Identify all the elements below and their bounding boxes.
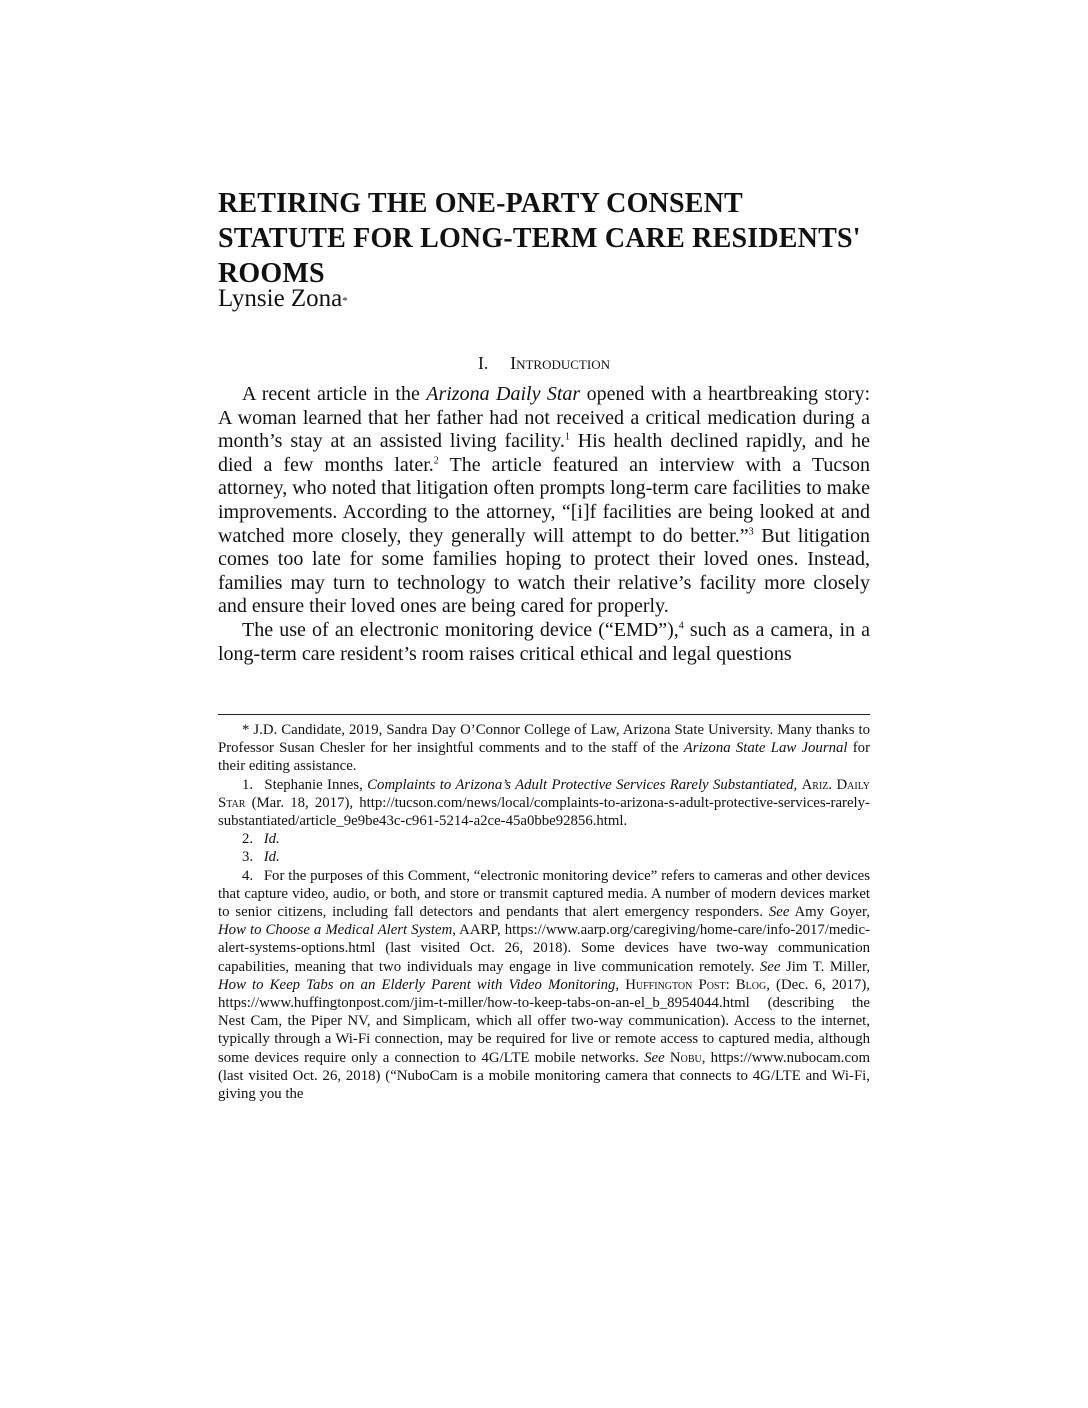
footnote-star [218, 721, 870, 776]
p1-text-3: His health declined rapidly, and he died a few months later. [218, 430, 871, 476]
section-heading [218, 352, 870, 374]
footnote-number: 3. [242, 849, 254, 866]
fn1-text-2: , [793, 776, 802, 793]
paragraph-2 [218, 619, 870, 666]
footnote-number: 2. [242, 831, 254, 848]
section-title: Introduction [510, 353, 610, 373]
fn4-text-4: Jim T. Miller, [780, 958, 870, 975]
footnote-number: 4. [242, 867, 254, 884]
footnote-ref-2[interactable]: 2 [433, 455, 439, 467]
p1-text-2: opened with a heartbreaking story: A woman learned that her father had not received a critical medication during a month’s stay at an assisted living facility. [218, 383, 871, 453]
fn4-text-8[interactable]: , https://www.nubocam.com (last visited Oct. 26, 2018) (“NuboCam is a mobile monitoring camera that connects to 4G/LTE and Wi-Fi, giving you the [218, 1049, 870, 1103]
footnote-4 [218, 867, 870, 1104]
footnotes [218, 721, 870, 1103]
fn4-text-5: , [615, 976, 626, 993]
section-number: I. [478, 353, 489, 373]
p1-publication: Arizona Daily Star [426, 383, 581, 405]
fn4-text-6[interactable]: , (Dec. 6, 2017), https://www.huffingtonpost.com/jim-t-miller/how-to-keep-tabs-on-an-el_b_8954044.html (describing the Nest Cam, the Piper NV, and Simplicam, which all offer two-way communication). Access to the internet, typically through a Wi-Fi connection, may be required for live or remote access to captured media, although some devices require only a connection to 4G/LTE mobile networks. [218, 976, 870, 1066]
article-title: RETIRING THE ONE-PARTY CONSENT STATUTE FOR LONG-TERM CARE RESIDENTS' ROOMS [218, 188, 861, 289]
fn4-publication-1: Huffington Post: Blog [625, 976, 767, 993]
p1-text-5: But litigation comes too late for some families hoping to protect their loved ones. Instead, families may turn to technology to watch their relative’s facility more closely and ensure their loved ones are being cared for properly. [218, 524, 870, 618]
footnote-2 [218, 830, 870, 848]
fn4-text-1: For the purposes of this Comment, “electronic monitoring device” refers to cameras and other devices that capture video, audio, or both, and store or transmit captured media. A number of modern devices market to senior citizens, including fall detectors and pendants that alert emergency responders. [218, 867, 870, 921]
fn1-text-3[interactable]: (Mar. 18, 2017), http://tucson.com/news/local/complaints-to-arizona-s-adult-protective-services-rarely-substantiated/article_9e9be43c-c961-5214-a2ce-45a0bbe92856.html. [218, 794, 870, 830]
fn4-text-2: Amy Goyer, [789, 904, 871, 921]
fn-star-text-2: for their editing assistance. [218, 740, 871, 775]
fn-star-journal: Arizona State Law Journal [683, 740, 848, 757]
footnote-ref-1[interactable]: 1 [564, 431, 570, 443]
fn4-text-3[interactable]: , AARP, https://www.aarp.org/caregiving/home-care/info-2017/medic-alert-systems-options.html (last visited Oct. 26, 2018). Some devices have two-way communication capabilities, meaning that two individuals may engage in live communication remotely. [218, 922, 870, 975]
fn4-signal-see: See [759, 958, 781, 975]
fn1-publication: Ariz. Daily Star [218, 776, 871, 811]
fn4-signal-see: See [768, 904, 790, 921]
fn4-title-2: How to Keep Tabs on an Elderly Parent with Video Monitoring [218, 976, 616, 993]
footnote-separator [218, 714, 870, 715]
footnote-ref-4[interactable]: 4 [678, 620, 684, 632]
author-footnote-marker: * [342, 295, 348, 307]
author-line [218, 284, 870, 314]
author-name: Lynsie Zona [218, 285, 343, 312]
fn1-text-1: Stephanie Innes, [264, 776, 368, 793]
fn4-signal-see: See [644, 1049, 665, 1066]
p2-text-2: such as a camera, in a long-term care resident’s room raises critical ethical and legal questions [218, 618, 870, 665]
footnote-number: 1. [242, 776, 254, 793]
fn-star-text-1: * J.D. Candidate, 2019, Sandra Day O’Connor College of Law, Arizona State University. Many thanks to Professor Susan Chesler for her insightful comments and to the staff of the [218, 722, 870, 757]
fn2-text: Id. [263, 831, 280, 848]
footnote-3 [218, 848, 870, 866]
p2-text-1: The use of an electronic monitoring device (“EMD”), [242, 618, 679, 641]
fn3-text: Id. [263, 849, 280, 866]
fn4-publication-2: Nobu [669, 1049, 702, 1066]
footnote-ref-3[interactable]: 3 [748, 525, 754, 537]
fn4-title-1: How to Choose a Medical Alert System [218, 922, 453, 939]
p1-text-1: A recent article in the [242, 383, 427, 405]
fn1-title: Complaints to Arizona’s Adult Protective Services Rarely Substantiated [367, 776, 794, 793]
paragraph-1 [218, 383, 870, 619]
body-text [218, 383, 870, 666]
p1-text-4: The article featured an interview with a Tucson attorney, who noted that litigation often prompts long-term care facilities to make improvements. According to the attorney, “[i]f facilities are being looked at and watched more closely, they generally will attempt to do better.” [218, 453, 870, 547]
footnote-1 [218, 776, 870, 831]
